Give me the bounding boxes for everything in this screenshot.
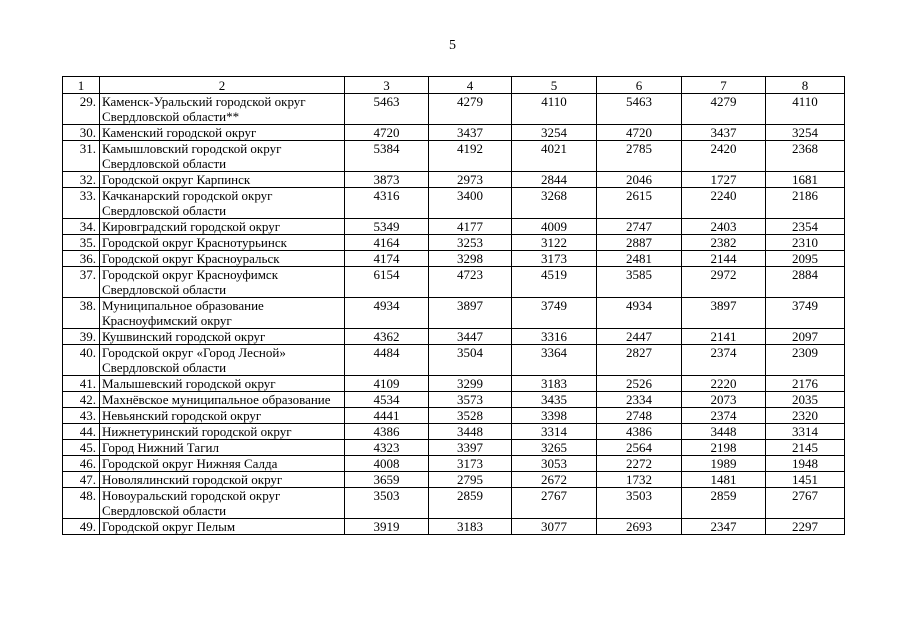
municipality-name: Каменск-Уральский городской округ Свердловской области** — [100, 94, 345, 125]
value-cell: 2354 — [766, 219, 845, 235]
municipality-name: Махнёвское муниципальное образование — [100, 392, 345, 408]
row-number: 35. — [63, 235, 100, 251]
value-cell: 2310 — [766, 235, 845, 251]
value-cell: 3183 — [429, 519, 512, 535]
value-cell: 3897 — [682, 298, 766, 329]
table-row — [63, 519, 845, 535]
table-row — [63, 345, 845, 376]
value-cell: 3314 — [766, 424, 845, 440]
value-cell: 4174 — [345, 251, 429, 267]
value-cell: 4021 — [512, 141, 597, 172]
value-cell: 3183 — [512, 376, 597, 392]
value-cell: 3919 — [345, 519, 429, 535]
value-cell: 4934 — [597, 298, 682, 329]
value-cell: 3585 — [597, 267, 682, 298]
value-cell: 4009 — [512, 219, 597, 235]
row-number: 49. — [63, 519, 100, 535]
value-cell: 4316 — [345, 188, 429, 219]
value-cell: 2297 — [766, 519, 845, 535]
value-cell: 2046 — [597, 172, 682, 188]
value-cell: 1989 — [682, 456, 766, 472]
row-number: 30. — [63, 125, 100, 141]
value-cell: 2767 — [766, 488, 845, 519]
value-cell: 2309 — [766, 345, 845, 376]
value-cell: 4192 — [429, 141, 512, 172]
column-header: 2 — [100, 77, 345, 94]
value-cell: 2198 — [682, 440, 766, 456]
value-cell: 5463 — [345, 94, 429, 125]
column-header: 8 — [766, 77, 845, 94]
value-cell: 3448 — [429, 424, 512, 440]
value-cell: 2220 — [682, 376, 766, 392]
value-cell: 2334 — [597, 392, 682, 408]
table-row — [63, 329, 845, 345]
row-number: 39. — [63, 329, 100, 345]
row-number: 48. — [63, 488, 100, 519]
value-cell: 2447 — [597, 329, 682, 345]
value-cell: 3268 — [512, 188, 597, 219]
value-cell: 2073 — [682, 392, 766, 408]
value-cell: 2240 — [682, 188, 766, 219]
table-row — [63, 472, 845, 488]
column-header: 5 — [512, 77, 597, 94]
value-cell: 1481 — [682, 472, 766, 488]
value-cell: 2859 — [682, 488, 766, 519]
municipality-name: Новоуральский городской округ Свердловской области — [100, 488, 345, 519]
table-row — [63, 251, 845, 267]
value-cell: 2097 — [766, 329, 845, 345]
value-cell: 2141 — [682, 329, 766, 345]
value-cell: 3254 — [512, 125, 597, 141]
value-cell: 2973 — [429, 172, 512, 188]
value-cell: 4177 — [429, 219, 512, 235]
value-cell: 2374 — [682, 408, 766, 424]
value-cell: 3504 — [429, 345, 512, 376]
value-cell: 2672 — [512, 472, 597, 488]
value-cell: 3435 — [512, 392, 597, 408]
value-cell: 2526 — [597, 376, 682, 392]
column-header: 1 — [63, 77, 100, 94]
value-cell: 2420 — [682, 141, 766, 172]
value-cell: 2747 — [597, 219, 682, 235]
value-cell: 2844 — [512, 172, 597, 188]
value-cell: 2382 — [682, 235, 766, 251]
value-cell: 2176 — [766, 376, 845, 392]
value-cell: 4109 — [345, 376, 429, 392]
value-cell: 3265 — [512, 440, 597, 456]
value-cell: 4519 — [512, 267, 597, 298]
value-cell: 4279 — [682, 94, 766, 125]
value-cell: 3503 — [345, 488, 429, 519]
value-cell: 3398 — [512, 408, 597, 424]
value-cell: 2145 — [766, 440, 845, 456]
table-row — [63, 125, 845, 141]
page-number: 5 — [449, 38, 456, 53]
table-row — [63, 376, 845, 392]
value-cell: 3254 — [766, 125, 845, 141]
value-cell: 1727 — [682, 172, 766, 188]
value-cell: 4110 — [512, 94, 597, 125]
header-row — [63, 77, 845, 94]
data-table — [62, 76, 845, 535]
value-cell: 1948 — [766, 456, 845, 472]
row-number: 41. — [63, 376, 100, 392]
value-cell: 3448 — [682, 424, 766, 440]
value-cell: 4279 — [429, 94, 512, 125]
table-row — [63, 141, 845, 172]
value-cell: 2767 — [512, 488, 597, 519]
table-row — [63, 267, 845, 298]
table-row — [63, 94, 845, 125]
value-cell: 2320 — [766, 408, 845, 424]
value-cell: 3253 — [429, 235, 512, 251]
value-cell: 4323 — [345, 440, 429, 456]
table-row — [63, 235, 845, 251]
municipality-name: Муниципальное образование Красноуфимский округ — [100, 298, 345, 329]
row-number: 44. — [63, 424, 100, 440]
value-cell: 4534 — [345, 392, 429, 408]
value-cell: 5349 — [345, 219, 429, 235]
value-cell: 4110 — [766, 94, 845, 125]
municipality-name: Малышевский городской округ — [100, 376, 345, 392]
value-cell: 3122 — [512, 235, 597, 251]
value-cell: 3173 — [429, 456, 512, 472]
table-row — [63, 188, 845, 219]
municipality-name: Нижнетуринский городской округ — [100, 424, 345, 440]
value-cell: 2272 — [597, 456, 682, 472]
value-cell: 2827 — [597, 345, 682, 376]
value-cell: 4720 — [597, 125, 682, 141]
municipality-name: Городской округ Краснотурьинск — [100, 235, 345, 251]
value-cell: 2615 — [597, 188, 682, 219]
value-cell: 2144 — [682, 251, 766, 267]
municipality-name: Городской округ Карпинск — [100, 172, 345, 188]
value-cell: 4720 — [345, 125, 429, 141]
row-number: 38. — [63, 298, 100, 329]
municipality-name: Кировградский городской округ — [100, 219, 345, 235]
column-header: 6 — [597, 77, 682, 94]
value-cell: 2035 — [766, 392, 845, 408]
value-cell: 1451 — [766, 472, 845, 488]
value-cell: 3528 — [429, 408, 512, 424]
column-header: 3 — [345, 77, 429, 94]
value-cell: 2368 — [766, 141, 845, 172]
value-cell: 2481 — [597, 251, 682, 267]
value-cell: 2374 — [682, 345, 766, 376]
municipality-name: Городской округ Красноуфимск Свердловской области — [100, 267, 345, 298]
value-cell: 2972 — [682, 267, 766, 298]
table-row — [63, 392, 845, 408]
table-row — [63, 424, 845, 440]
value-cell: 3873 — [345, 172, 429, 188]
value-cell: 3173 — [512, 251, 597, 267]
value-cell: 3437 — [429, 125, 512, 141]
value-cell: 4386 — [597, 424, 682, 440]
value-cell: 3447 — [429, 329, 512, 345]
value-cell: 2186 — [766, 188, 845, 219]
value-cell: 4934 — [345, 298, 429, 329]
value-cell: 4164 — [345, 235, 429, 251]
row-number: 31. — [63, 141, 100, 172]
value-cell: 5463 — [597, 94, 682, 125]
table-row — [63, 440, 845, 456]
municipality-name: Качканарский городской округ Свердловской области — [100, 188, 345, 219]
row-number: 40. — [63, 345, 100, 376]
value-cell: 4441 — [345, 408, 429, 424]
value-cell: 3299 — [429, 376, 512, 392]
value-cell: 3503 — [597, 488, 682, 519]
table-row — [63, 456, 845, 472]
municipality-name: Городской округ Нижняя Салда — [100, 456, 345, 472]
value-cell: 4362 — [345, 329, 429, 345]
municipality-name: Городской округ Красноуральск — [100, 251, 345, 267]
row-number: 45. — [63, 440, 100, 456]
value-cell: 2564 — [597, 440, 682, 456]
value-cell: 2403 — [682, 219, 766, 235]
value-cell: 3659 — [345, 472, 429, 488]
value-cell: 3364 — [512, 345, 597, 376]
row-number: 34. — [63, 219, 100, 235]
row-number: 36. — [63, 251, 100, 267]
value-cell: 2095 — [766, 251, 845, 267]
value-cell: 3897 — [429, 298, 512, 329]
value-cell: 2748 — [597, 408, 682, 424]
municipality-name: Новолялинский городской округ — [100, 472, 345, 488]
municipality-name: Кушвинский городской округ — [100, 329, 345, 345]
value-cell: 2785 — [597, 141, 682, 172]
table-row — [63, 488, 845, 519]
row-number: 29. — [63, 94, 100, 125]
value-cell: 6154 — [345, 267, 429, 298]
table-row — [63, 219, 845, 235]
value-cell: 4723 — [429, 267, 512, 298]
value-cell: 4484 — [345, 345, 429, 376]
value-cell: 2795 — [429, 472, 512, 488]
row-number: 37. — [63, 267, 100, 298]
value-cell: 2887 — [597, 235, 682, 251]
value-cell: 3573 — [429, 392, 512, 408]
municipality-name: Городской округ Пелым — [100, 519, 345, 535]
value-cell: 1732 — [597, 472, 682, 488]
table-row — [63, 408, 845, 424]
municipality-name: Городской округ «Город Лесной» Свердловской области — [100, 345, 345, 376]
value-cell: 3749 — [512, 298, 597, 329]
municipality-name: Камышловский городской округ Свердловской области — [100, 141, 345, 172]
value-cell: 4386 — [345, 424, 429, 440]
municipality-name: Каменский городской округ — [100, 125, 345, 141]
value-cell: 3749 — [766, 298, 845, 329]
value-cell: 3053 — [512, 456, 597, 472]
value-cell: 5384 — [345, 141, 429, 172]
value-cell: 3437 — [682, 125, 766, 141]
table-row — [63, 298, 845, 329]
value-cell: 3397 — [429, 440, 512, 456]
value-cell: 2347 — [682, 519, 766, 535]
row-number: 32. — [63, 172, 100, 188]
value-cell: 2859 — [429, 488, 512, 519]
column-header: 7 — [682, 77, 766, 94]
value-cell: 1681 — [766, 172, 845, 188]
row-number: 46. — [63, 456, 100, 472]
row-number: 42. — [63, 392, 100, 408]
table-row — [63, 172, 845, 188]
value-cell: 3314 — [512, 424, 597, 440]
value-cell: 4008 — [345, 456, 429, 472]
row-number: 43. — [63, 408, 100, 424]
row-number: 33. — [63, 188, 100, 219]
municipality-name: Город Нижний Тагил — [100, 440, 345, 456]
value-cell: 3316 — [512, 329, 597, 345]
value-cell: 3298 — [429, 251, 512, 267]
value-cell: 2693 — [597, 519, 682, 535]
value-cell: 3400 — [429, 188, 512, 219]
value-cell: 3077 — [512, 519, 597, 535]
municipality-name: Невьянский городской округ — [100, 408, 345, 424]
value-cell: 2884 — [766, 267, 845, 298]
row-number: 47. — [63, 472, 100, 488]
column-header: 4 — [429, 77, 512, 94]
